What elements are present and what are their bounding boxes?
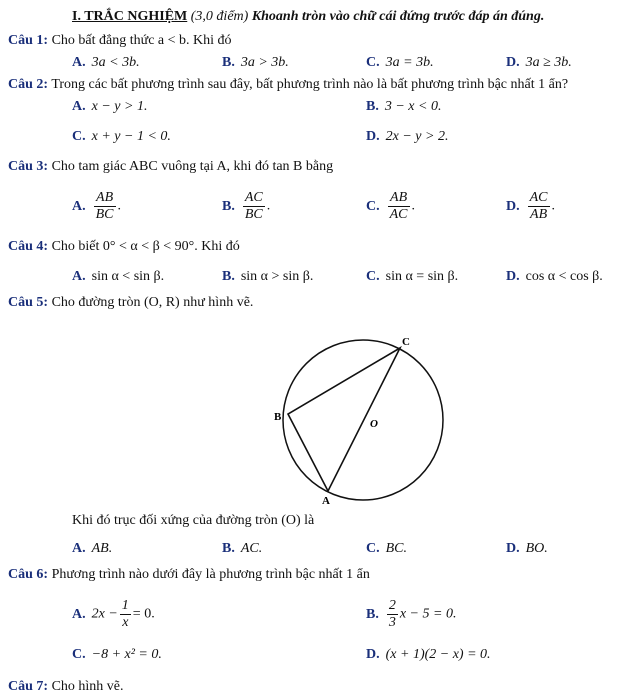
- question-2: [8, 76, 568, 94]
- option-text: x − y > 1.: [91, 99, 148, 114]
- q4-option-b[interactable]: [222, 268, 313, 286]
- question-label: Câu 7:: [8, 679, 49, 694]
- option-text: 2x − y > 2.: [385, 129, 449, 144]
- option-text: 3a < 3b.: [91, 55, 140, 70]
- question-6: [8, 566, 370, 584]
- option-text: BO.: [525, 541, 548, 556]
- question-1: [8, 32, 232, 50]
- option-letter: C.: [366, 541, 380, 556]
- option-letter: A.: [72, 606, 86, 622]
- option-text: AC.: [240, 541, 263, 556]
- triangle-abc: [288, 348, 400, 491]
- fraction: [528, 190, 550, 223]
- question-3: [8, 158, 333, 176]
- question-5-after: Khi đó trục đối xứng của đường tròn (O) là: [72, 513, 315, 528]
- fraction: [388, 190, 410, 223]
- option-text: (x + 1)(2 − x) = 0.: [385, 647, 491, 662]
- question-label: Câu 4:: [8, 239, 49, 254]
- section-points: (3,0 điểm): [190, 9, 249, 24]
- option-text: 3 − x < 0.: [384, 99, 442, 114]
- fraction-numerator: AB: [390, 190, 408, 205]
- fraction-numerator: 1: [121, 598, 129, 613]
- fraction-denominator: BC: [95, 207, 114, 222]
- option-text: sin α < sin β.: [91, 269, 165, 284]
- q3-option-d[interactable]: D. $\frac{AC}{AB}$ .: [506, 190, 556, 222]
- q6-option-d[interactable]: [366, 646, 491, 664]
- question-label: Câu 5:: [8, 295, 49, 310]
- question-text: Phương trình nào dưới đây là phương trình bậc nhất 1 ẩn: [51, 567, 370, 582]
- option-letter: B.: [222, 269, 235, 284]
- option-text: 3a ≥ 3b.: [525, 55, 572, 70]
- option-text-post: x − 5 = 0.: [399, 606, 457, 622]
- fraction: [120, 598, 131, 631]
- option-text: sin α = sin β.: [385, 269, 459, 284]
- circle-figure: [268, 330, 458, 506]
- option-letter: A.: [72, 55, 86, 70]
- option-letter: A.: [72, 99, 86, 114]
- q5-option-c[interactable]: [366, 540, 407, 558]
- option-text: x + y − 1 < 0.: [91, 129, 171, 144]
- section-heading: [72, 8, 544, 26]
- question-5: [8, 294, 253, 312]
- option-letter: C.: [72, 647, 86, 662]
- point-c-label: C: [402, 336, 410, 348]
- option-text: −8 + x² = 0.: [91, 647, 162, 662]
- question-text: Cho tam giác ABC vuông tại A, khi đó tan B bằng: [51, 159, 334, 174]
- option-text-post: = 0.: [132, 606, 155, 622]
- question-text: Trong các bất phương trình sau đây, bất phương trình nào là bất phương trình bậc nhất 1 ẩn?: [51, 77, 569, 92]
- fraction-denominator: x: [120, 614, 131, 631]
- fraction-denominator: AB: [528, 206, 550, 223]
- option-letter: C.: [366, 198, 380, 214]
- q6-option-a[interactable]: [72, 598, 155, 631]
- q6-option-c[interactable]: [72, 646, 162, 664]
- q1-option-c[interactable]: [366, 54, 434, 72]
- q3-option-b[interactable]: B. $\frac{AC}{BC}$ .: [222, 190, 271, 222]
- option-letter: B.: [222, 198, 235, 214]
- option-letter: D.: [506, 55, 520, 70]
- question-label: Câu 6:: [8, 567, 49, 582]
- question-7: [8, 678, 124, 696]
- option-letter: B.: [222, 55, 235, 70]
- option-letter: B.: [366, 99, 379, 114]
- question-label: Câu 1:: [8, 33, 49, 48]
- q4-option-c[interactable]: [366, 268, 458, 286]
- q5-option-a[interactable]: [72, 540, 112, 558]
- option-letter: D.: [366, 647, 380, 662]
- fraction: [387, 598, 398, 631]
- section-heading-title: I. TRẮC NGHIỆM: [72, 9, 188, 24]
- q3-option-a[interactable]: A. $\frac{AB}{BC}$ .: [72, 190, 122, 222]
- q4-option-d[interactable]: [506, 268, 603, 286]
- option-letter: D.: [506, 541, 520, 556]
- question-text: Cho bất đẳng thức a < b. Khi đó: [51, 33, 232, 48]
- option-letter: A.: [72, 198, 86, 214]
- fraction-numerator: AC: [529, 190, 548, 205]
- option-letter: A.: [72, 269, 86, 284]
- q1-option-a[interactable]: [72, 54, 140, 72]
- q2-option-d[interactable]: [366, 128, 448, 146]
- fraction-numerator: 2: [388, 598, 396, 613]
- question-4: [8, 238, 240, 256]
- option-letter: D.: [506, 269, 520, 284]
- q5-option-d[interactable]: [506, 540, 548, 558]
- option-letter: C.: [366, 269, 380, 284]
- option-text: 3a > 3b.: [240, 55, 289, 70]
- question-text: Cho biết 0° < α < β < 90°. Khi đó: [51, 239, 240, 254]
- option-letter: A.: [72, 541, 86, 556]
- q1-option-b[interactable]: [222, 54, 289, 72]
- option-letter: B.: [222, 541, 235, 556]
- fraction: [94, 190, 116, 223]
- fraction-denominator: 3: [388, 615, 396, 630]
- option-letter: D.: [506, 198, 520, 214]
- point-b-label: B: [274, 411, 282, 423]
- q2-option-a[interactable]: [72, 98, 147, 116]
- point-o-label: O: [370, 418, 378, 430]
- option-text: AB.: [91, 541, 113, 556]
- option-text: BC.: [385, 541, 408, 556]
- question-text: Cho đường tròn (O, R) như hình vẽ.: [51, 295, 254, 310]
- fraction-numerator: AB: [96, 190, 114, 205]
- option-text: 3a = 3b.: [385, 55, 434, 70]
- option-letter: C.: [366, 55, 380, 70]
- question-label: Câu 2:: [8, 77, 49, 92]
- fraction-denominator: BC: [244, 207, 263, 222]
- question-label: Câu 3:: [8, 159, 49, 174]
- q2-option-b[interactable]: [366, 98, 441, 116]
- q4-option-a[interactable]: [72, 268, 164, 286]
- q6-option-b[interactable]: [366, 598, 456, 631]
- point-a-label: A: [322, 495, 330, 506]
- q5-option-b[interactable]: [222, 540, 262, 558]
- option-letter: C.: [72, 129, 86, 144]
- q1-option-d[interactable]: [506, 54, 572, 72]
- option-text: sin α > sin β.: [240, 269, 314, 284]
- question-text: Cho hình vẽ.: [51, 679, 124, 694]
- section-instruction: Khoanh tròn vào chữ cái đứng trước đáp án đúng.: [251, 9, 545, 24]
- option-text-pre: 2x −: [91, 606, 118, 622]
- option-letter: B.: [366, 606, 379, 622]
- option-text: cos α < cos β.: [525, 269, 603, 284]
- fraction-denominator: AC: [389, 207, 408, 222]
- fraction: [243, 190, 265, 223]
- q3-option-c[interactable]: C. $\frac{AB}{AC}$ .: [366, 190, 416, 222]
- q2-option-c[interactable]: [72, 128, 171, 146]
- fraction-numerator: AC: [244, 190, 263, 205]
- option-letter: D.: [366, 129, 380, 144]
